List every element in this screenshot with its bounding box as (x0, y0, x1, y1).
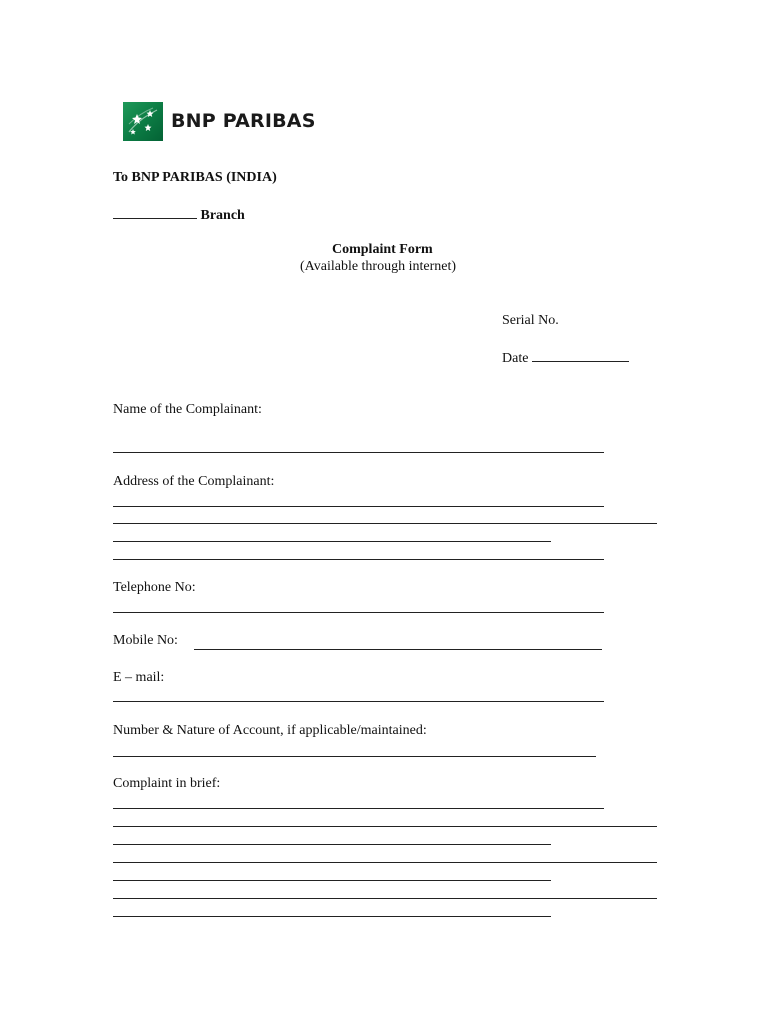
name-blank[interactable] (113, 452, 604, 453)
complaint-blank-line-6[interactable] (113, 898, 657, 899)
address-blank-line-3[interactable] (113, 541, 551, 542)
bnp-paribas-logo-text: BNP PARIBAS (171, 110, 316, 132)
branch-line (113, 205, 245, 225)
complaint-blank-line-7[interactable] (113, 916, 551, 917)
address-blank-line-4[interactable] (113, 559, 604, 560)
address-blank-line-1[interactable] (113, 506, 604, 507)
address-blank-line-2[interactable] (113, 523, 657, 524)
complaint-blank-line-2[interactable] (113, 826, 657, 827)
email-label: E – mail: (113, 670, 165, 685)
branch-name-blank[interactable] (113, 205, 197, 219)
address-label: Address of the Complainant: (113, 474, 275, 489)
date-label: Date (502, 351, 529, 366)
telephone-blank[interactable] (113, 612, 604, 613)
stars-icon (123, 102, 163, 141)
complaint-blank-line-4[interactable] (113, 862, 657, 863)
branch-label: Branch (200, 208, 245, 223)
telephone-label: Telephone No: (113, 580, 196, 595)
email-blank[interactable] (113, 701, 604, 702)
account-label: Number & Nature of Account, if applicable/maintained: (113, 723, 427, 738)
serial-number-label: Serial No. (502, 313, 559, 328)
bnp-paribas-logo-mark (123, 102, 163, 141)
addressee-line: To BNP PARIBAS (INDIA) (113, 170, 277, 185)
account-blank[interactable] (113, 756, 596, 757)
date-blank[interactable] (532, 348, 629, 362)
date-line (502, 348, 629, 368)
form-title: Complaint Form (332, 242, 433, 257)
mobile-label: Mobile No: (113, 633, 178, 648)
complaint-blank-line-3[interactable] (113, 844, 551, 845)
complaint-blank-line-5[interactable] (113, 880, 551, 881)
form-subtitle: (Available through internet) (300, 259, 457, 274)
complaint-blank-line-1[interactable] (113, 808, 604, 809)
name-label: Name of the Complainant: (113, 402, 262, 417)
complaint-label: Complaint in brief: (113, 776, 221, 791)
mobile-blank[interactable] (194, 649, 602, 650)
